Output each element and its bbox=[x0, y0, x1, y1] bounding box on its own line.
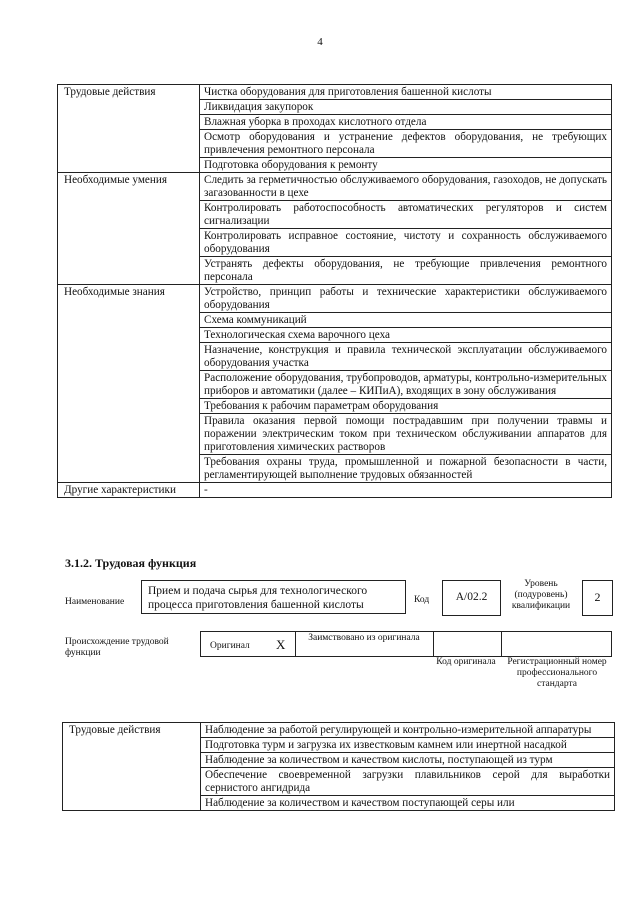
table-row bbox=[58, 130, 612, 158]
table-cell: Влажная уборка в проходах кислотного отдела bbox=[200, 115, 612, 130]
function-code-box bbox=[442, 580, 501, 616]
row-group-label bbox=[58, 313, 200, 328]
row-group-label bbox=[58, 130, 200, 158]
row-group-label bbox=[58, 371, 200, 399]
row-group-label bbox=[63, 796, 201, 811]
table-cell: Наблюдение за количеством и качеством поступающей серы или bbox=[201, 796, 615, 811]
table-row bbox=[63, 796, 615, 811]
table-row bbox=[58, 85, 612, 100]
job-description-table bbox=[57, 84, 612, 498]
table-row bbox=[63, 738, 615, 753]
code-original-label: Код оригинала bbox=[436, 657, 496, 667]
row-group-label bbox=[58, 328, 200, 343]
table-row bbox=[63, 768, 615, 796]
table-cell: Обеспечение своевременной загрузки плавильников серой для выработки сернистого ангидрида bbox=[201, 768, 615, 796]
table-cell: Чистка оборудования для приготовления башенной кислоты bbox=[200, 85, 612, 100]
reg-number-cell bbox=[503, 632, 611, 656]
table-row bbox=[58, 328, 612, 343]
table-row bbox=[58, 313, 612, 328]
table-cell: Следить за герметичностью обслуживаемого оборудования, газоходов, не допускать загазованности в цехе bbox=[200, 173, 612, 201]
row-group-label bbox=[58, 399, 200, 414]
table-row bbox=[58, 455, 612, 483]
row-group-label bbox=[58, 115, 200, 130]
row-group-label bbox=[58, 414, 200, 455]
borrowed-label: Заимствовано из оригинала bbox=[308, 633, 420, 643]
table-cell: Требования к рабочим параметрам оборудования bbox=[200, 399, 612, 414]
table-row bbox=[58, 483, 612, 498]
row-group-label bbox=[58, 455, 200, 483]
function-code-value: А/02.2 bbox=[455, 591, 488, 603]
table-row bbox=[58, 158, 612, 173]
row-group-label bbox=[58, 100, 200, 115]
table-cell: Наблюдение за работой регулирующей и контрольно-измерительной аппаратуры bbox=[201, 723, 615, 738]
row-group-label: Трудовые действия bbox=[63, 723, 201, 738]
original-label: Оригинал bbox=[210, 641, 250, 651]
table-row bbox=[58, 100, 612, 115]
qualification-level-label: Уровень (подуровень) квалификации bbox=[511, 579, 571, 611]
name-label: Наименование bbox=[65, 597, 125, 607]
table-row bbox=[58, 257, 612, 285]
row-group-label bbox=[58, 229, 200, 257]
qualification-level-value: 2 bbox=[594, 590, 601, 604]
code-label: Код bbox=[414, 595, 430, 605]
table-row bbox=[63, 723, 615, 738]
table-cell: Контролировать работоспособность автоматических регуляторов и систем сигнализации bbox=[200, 201, 612, 229]
table-cell: Контролировать исправное состояние, чистоту и сохранность обслуживаемого оборудования bbox=[200, 229, 612, 257]
table-cell: Подготовка турм и загрузка их известковым камнем или инертной насадкой bbox=[201, 738, 615, 753]
table-cell: Устройство, принцип работы и технические характеристики обслуживаемого оборудования bbox=[200, 285, 612, 313]
table-row bbox=[58, 371, 612, 399]
table-cell: Расположение оборудования, трубопроводов, арматуры, контрольно-измерительных приборов и автоматики (далее – КИПиА), входящих в зону обслуживания bbox=[200, 371, 612, 399]
qualification-level-box bbox=[582, 580, 613, 616]
table-cell: Схема коммуникаций bbox=[200, 313, 612, 328]
job-actions-table bbox=[62, 722, 615, 811]
row-group-label bbox=[58, 257, 200, 285]
table-row bbox=[58, 201, 612, 229]
origin-label: Происхождение трудовой функции bbox=[65, 637, 169, 658]
function-name-value: Прием и подача сырья для технологического процесса приготовления башенной кислоты bbox=[148, 585, 368, 611]
row-group-label bbox=[58, 158, 200, 173]
row-group-label bbox=[58, 201, 200, 229]
table-cell: Наблюдение за количеством и качеством кислоты, поступающей из турм bbox=[201, 753, 615, 768]
table-row bbox=[58, 173, 612, 201]
row-group-label: Необходимые умения bbox=[58, 173, 200, 201]
table-cell: Ликвидация закупорок bbox=[200, 100, 612, 115]
original-cell bbox=[201, 632, 296, 656]
table-row bbox=[58, 399, 612, 414]
page-number: 4 bbox=[317, 36, 323, 48]
table-row bbox=[63, 753, 615, 768]
row-group-label: Трудовые действия bbox=[58, 85, 200, 100]
table-cell: Устранять дефекты оборудования, не требующие привлечения ремонтного персонала bbox=[200, 257, 612, 285]
table-row bbox=[58, 343, 612, 371]
row-group-label bbox=[63, 738, 201, 753]
row-group-label: Необходимые знания bbox=[58, 285, 200, 313]
table-row bbox=[58, 285, 612, 313]
row-group-label bbox=[58, 343, 200, 371]
table-row bbox=[58, 414, 612, 455]
table-cell: - bbox=[200, 483, 612, 498]
table-cell: Технологическая схема варочного цеха bbox=[200, 328, 612, 343]
table-cell: Требования охраны труда, промышленной и пожарной безопасности в части, регламентирующей выполнение трудовых обязанностей bbox=[200, 455, 612, 483]
row-group-label bbox=[63, 753, 201, 768]
reg-number-label: Регистрационный номер профессионального стандарта bbox=[507, 657, 607, 689]
table-cell: Назначение, конструкция и правила технической эксплуатации обслуживаемого оборудования участка bbox=[200, 343, 612, 371]
original-mark: X bbox=[276, 637, 286, 652]
row-group-label: Другие характеристики bbox=[58, 483, 200, 498]
origin-row bbox=[200, 631, 612, 657]
table-cell: Правила оказания первой помощи пострадавшим при получении травмы и поражении электрическим током при техническом обслуживании аппаратов для приготовления химических растворов bbox=[200, 414, 612, 455]
table-row bbox=[58, 229, 612, 257]
function-name-box bbox=[141, 580, 406, 614]
code-original-cell bbox=[433, 632, 502, 656]
table-cell: Подготовка оборудования к ремонту bbox=[200, 158, 612, 173]
table-row bbox=[58, 115, 612, 130]
table-cell: Осмотр оборудования и устранение дефектов оборудования, не требующих привлечения ремонтного персонала bbox=[200, 130, 612, 158]
row-group-label bbox=[63, 768, 201, 796]
section-heading: 3.1.2. Трудовая функция bbox=[65, 556, 197, 570]
